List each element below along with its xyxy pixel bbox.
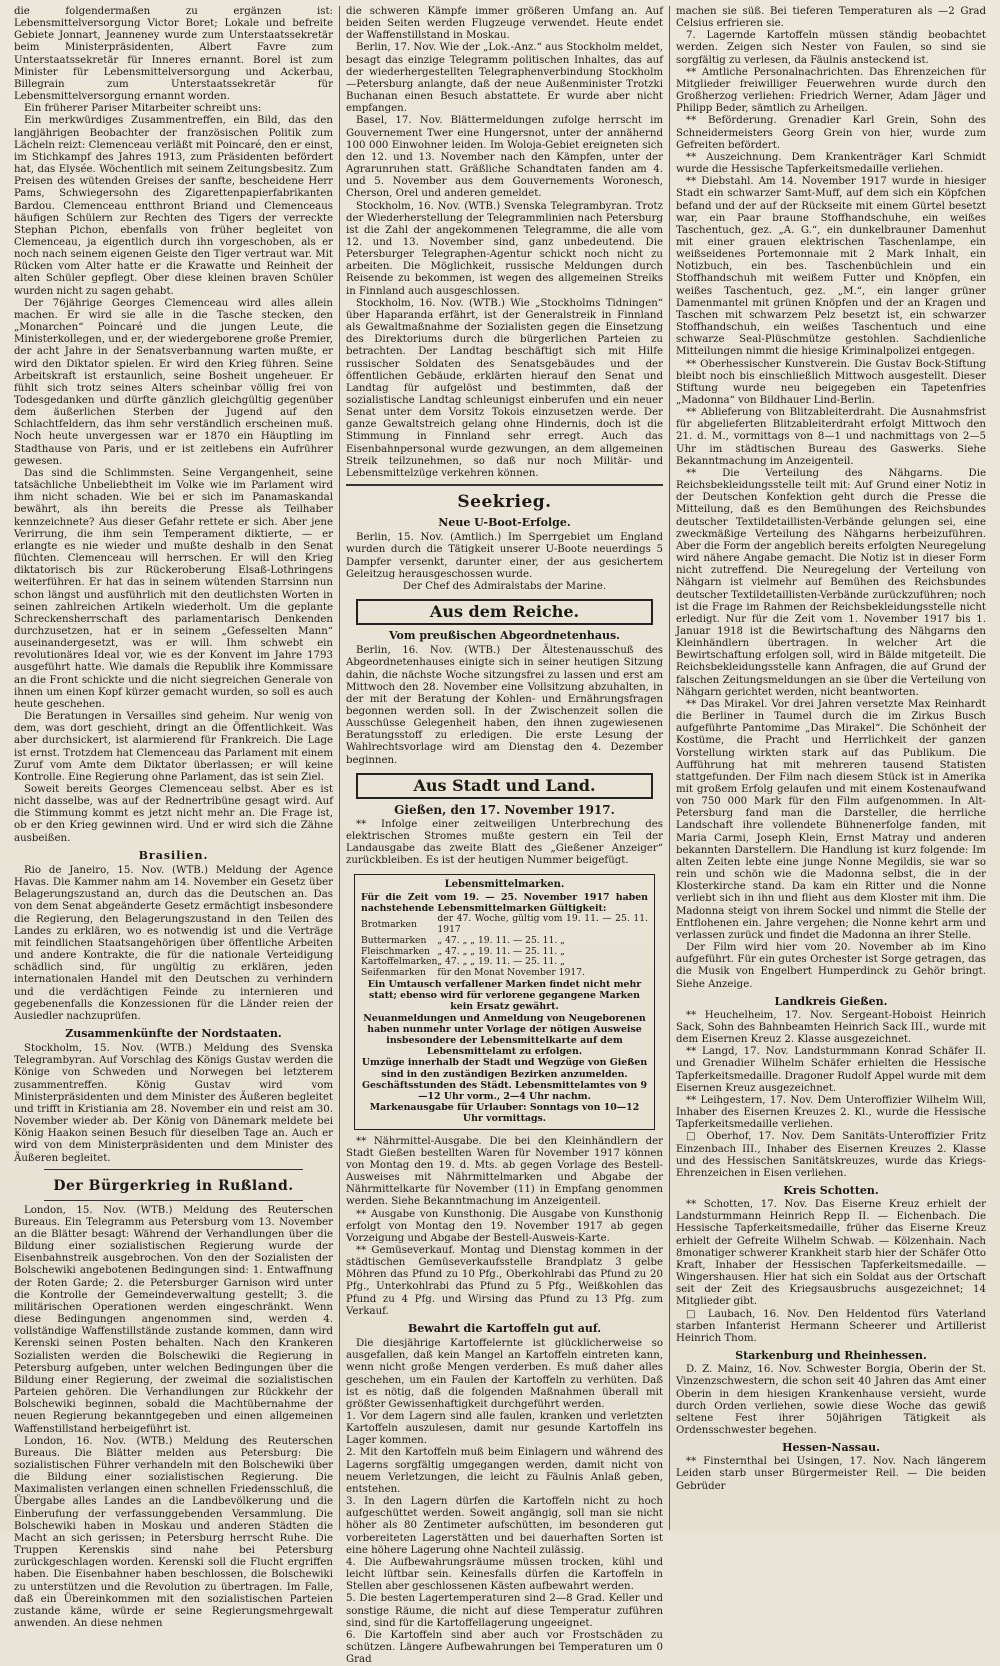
- column-middle: [340, 6, 670, 1666]
- table-row: [361, 968, 648, 979]
- table-cell: „ 47. „ „ 19. 11. — 25. 11. „: [437, 956, 565, 968]
- paragraph: Rio de Janeiro, 15. Nov. (WTB.) Meldung der Agence Havas. Die Kammer nahm am 14. November ein Gesetz über Belagerungszustand an, durch das die Deutschen an. Das von dem Senat abgeänderte Gesetz ermächtigt insbesondere die Regierung, den Belagerungszustand in den Teilen des Landes zu erklären, wo es notwendig ist und die Verträge mit feindlichen Staatsangehörigen über öffentliche Arbeiten und andere Kontrakte, die für die nationale Verteidigung schädlich sind, für ungültig zu erklären, jeden internationalen Handel mit den Deutschen zu verhindern und die verdächtigen Feinde zu internieren und gegebenenfalls die Konzessionen für die Länder reien der Ausiedler nachzuprüfen.: [14, 864, 333, 1022]
- article-heading-kartoffeln: Bewahrt die Kartoffeln gut auf.: [407, 1321, 602, 1335]
- section-heading-russland: Der Bürgerkrieg in Rußland.: [53, 1177, 294, 1194]
- notice-text: Neuanmeldungen und Anmeldung von Neugeborenen haben nunmehr unter Vorlage der nötigen Ausweise insbesondere der Lebensmittelkarte auf dem Lebensmittelamt zu erfolgen.: [363, 1012, 646, 1058]
- paragraph: Das sind die Schlimmsten. Seine Vergangenheit, seine tatsächliche Unbeliebtheit im Volke wie im Parlament wird ihm nicht schaden. Wie bei er sich im Panamaskandal bewährt, als ihn bereits die Presse als Teilhaber kennzeichnete? Aus dieser Gefahr rettete er sich. Aber jene Verirrung, die ihm sein Temperament diktierte, — er erlangte es nie wieder und mußte deshalb in den Senat flüchten. Clemenceau will herrschen. Er will den Krieg diktatorisch bis zur Rückeroberung Elsaß-Lothringens weiterführen. Er hat das in seinem wütenden Starrsinn nun schon längst und ausführlich mit den deutlichsten Worten in seinen zahlreichen Artikeln wiederholt. Um die geplante Schreckensherrschaft des parlamentarisch Denkenden durchzusetzen, hat er in seinem „Gefesselten Mann“ auseinandergesetzt, was er will. Ihm schwebt ein revolutionäres Ideal vor, wie es der Konvent im Jahre 1793 ausgeführt hatte. Wie damals die Republik ihre Kommissare an die Front schickte und die nicht siegreichen Generale von ihnen um einen Kopf kürzer gemacht wurden, so soll es auch heute geschehen.: [14, 467, 333, 710]
- paragraph: ** Beförderung. Grenadier Karl Grein, Sohn des Schneidermeisters Georg Grein von hier, wurde zum Gefreiten befördert.: [676, 115, 986, 151]
- section-heading-landkreis-giessen: Landkreis Gießen.: [774, 994, 888, 1008]
- paragraph: ** Leihgestern, 17. Nov. Dem Unteroffizier Wilhelm Will, Inhaber des Eisernen Kreuzes 2. Kl., wurde die Hessische Tapferkeitsmedaille verliehen.: [676, 1094, 986, 1131]
- section-heading-seekrieg: Seekrieg.: [457, 492, 552, 513]
- table-cell: für den Monat November 1917.: [437, 967, 585, 979]
- paragraph: Stockholm, 16. Nov. (WTB.) Svenska Telegrambyran. Trotz der Wiederherstellung der Telegrammlinien nach Petersburg ist die Zahl der angekommenen Telegramme, die alle vom 12. und 13. November sind, ganz unbedeutend. Die Petersburger Telegraphen-Agentur schickt noch nicht zu arbeiten. Die Möglichkeit, russische Meldungen durch Reisende zu bekommen, ist wegen des allgemeinen Streiks in Finnland auch ausgeschlossen.: [346, 200, 663, 297]
- paragraph: die folgendermaßen zu ergänzen ist: Lebensmittelversorgung Victor Boret; Lokale und befreite Gebiete Jonnart, Jeanneney wurde zum Unterstaatssekretär beim Ministerpräsidenten, Albert Favre zum Unterstaatssekretär für Inneres ernannt. Borel ist zum Minister für Lebensmittelversorgung und Ackerbau, Billegrain zum Unterstaatssekretär für Lebensmittelversorgung ernannt worden.: [14, 6, 333, 103]
- paragraph: Stockholm, 16. Nov. (WTB.) Wie „Stockholms Tidningen“ über Haparanda erfährt, ist der Generalstreik in Finnland als Gewaltmaßnahme der Sozialisten gegen die Einsetzung des Direktoriums durch die bürgerlichen Parteien zu betrachten. Der Landtag beschäftigt sich mit Hilfe russischer Soldaten des Senatsgebäudes und der öffentlichen Gebäude, erklärten hierauf den Senat und Landtag für aufgelöst und bestimmten, daß der sozialistische Landtag schleunigst einberufen und ein neuer Senat unter dem Vorsitz Tokois einzusetzen werde. Der ganze Gewaltstreich gelang ohne Hindernis, doch ist die Stimmung in Finnland sehr erregt. Auch das Eisenbahnpersonal wurde gezwungen, an dem allgemeinen Streik teilzunehmen, so daß nur noch Militär- und Lebensmittelzüge verkehren können.: [346, 297, 663, 479]
- paragraph: □ Oberhof, 17. Nov. Dem Sanitäts-Unteroffizier Fritz Einzenbach III., Inhaber des Eisernen Kreuzes 2. Klasse und des Hessischen Sanitätskreuzes, wurde das Kriegs-Ehrenzeichen in Eisen verliehen.: [676, 1131, 986, 1179]
- list-item: 7. Lagernde Kartoffeln müssen ständig beobachtet werden. Zeigen sich Nester von Faulen, so sind sie sorgfältig zu verlesen, da Fäulnis ansteckend ist.: [676, 30, 986, 66]
- paragraph: ** Die Verteilung des Nähgarns. Die Reichsbekleidungsstelle teilt mit: Auf Grund einer Notiz in der Deutschen Konfektion geht durch die Presse die Mitteilung, daß es den Bemühungen des Reichsbundes deutscher Textildetaillisten-Verbände gelungen sei, eine zweckmäßige Verteilung des Nähgarns herbeizuführen. Aber die Form der angeblich bereits erfolgten Neuregelung wird nähere Angabe gemacht. Die Notiz ist in dieser Form nicht zutreffend. Die Neuregelung der Verteilung von Nähgarn ist vielmehr auf Bemühen des Reichsbundes deutscher Textildetaillisten-Verbände zurückzuführen; noch ist die Frage im Rahmen der Reichsbekleidungsstelle nicht erledigt. Nur für die Zeit vom 1. November 1917 bis 1. Januar 1918 ist die Bewirtschaftung des Nähgarns den Kleinhändlern übertragen. In welcher Art die Bewirtschaftung erfolgen soll, wird in Bälde mitgeteilt. Die Reichsbekleidungsstelle kann Anfragen, die auf Grund der falschen Zeitungsmeldungen an sie über die Verteilung von Nähgarn gerichtet werden, nicht beantworten.: [676, 467, 986, 698]
- paragraph: ** Amtliche Personalnachrichten. Das Ehrenzeichen für Mitglieder freiwilliger Feuerwehren wurde durch den Großherzog verliehen: Friedrich Werner, Adam Jäger und Philipp Beder, sämtlich zu Arheilgen.: [676, 66, 986, 115]
- paragraph: ** Diebstahl. Am 14. November 1917 wurde in hiesiger Stadt ein schwarzer Samt-Muff, auf dem sich ein Köpfchen befand und der auf der Rückseite mit einem Gürtel besetzt war, ein Paar braune Stoffhandschuhe, ein weißes Taschentuch, gez. „A. G.“, ein dunkelbrauner Damenhut mit einer grauen elektrischen Taschenlampe, ein weißseidenes Portemonnaie mit 2 Mark Inhalt, ein Notizbuch, ein bes. Taschenbüchlein und ein Stoffhandschuh mit weißem Futter und Knöpfen, ein weißes Taschentuch, gez. „M.“, ein langer grüner Damenmantel mit grünen Knöpfen und der an Kragen und Taschen mit schwarzem Pelz besetzt ist, ein schwarzer Stoffhandschuh, ein weißes Taschentuch und eine schwarze Seal-Plüschmütze gestohlen. Sachdienliche Mitteilungen nimmt die hiesige Kriminalpolizei entgegen.: [676, 176, 986, 358]
- list-item: 1. Vor dem Lagern sind alle faulen, kranken und verletzten Kartoffeln auszulesen, damit nur gesunde Kartoffeln ins Lager kommen.: [346, 1411, 663, 1447]
- paragraph: ** Infolge einer zeitweiligen Unterbrechung des elektrischen Stromes mußte gestern ein Teil der Landausgabe das zweite Blatt des „Gießener Anzeiger“ zurückbleiben. Es ist der heutigen Nummer beigefügt.: [346, 818, 663, 867]
- section-heading-stadt-und-land: Aus Stadt und Land.: [356, 773, 653, 799]
- paragraph: ** Schotten, 17. Nov. Das Eiserne Kreuz erhielt der Landsturmmann Heinrich Repp II. — Eichenbach. Die Hessische Tapferkeitsmedaille, früher das Eiserne Kreuz erhielt der Gefreite Wilhelm Schwab. — Kölzenhain. Nach 8monatiger schwerer Krankheit starb hier der Schäfer Otto Kraft, Inhaber der Hessischen Tapferkeitsmedaille. — Wingershausen. Hier hat sich ein Soldat aus der Ortschaft seit der Zeit des Kriegsausbruchs ausgezeichnet; 14 Mitglieder gibt.: [676, 1199, 986, 1308]
- paragraph: ** Ablieferung von Blitzableiterdraht. Die Ausnahmsfrist für abgelieferten Blitzableiterdraht erfolgt Mittwoch den 21. d. M., vormittags von 8—1 und nachmittags von 2—5 Uhr im städtischen Bureau des Gaswerks. Siehe Bekanntmachung im Anzeigenteil.: [676, 407, 986, 467]
- paragraph: Berlin, 15. Nov. (Amtlich.) Im Sperrgebiet um England wurden durch die Tätigkeit unserer U-Boote neuerdings 5 Dampfer versenkt, darunter einer, der aus gesichertem Geleitzug herausgeschossen wurde.: [346, 532, 663, 580]
- paragraph: ** Das Mirakel. Vor drei Jahren versetzte Max Reinhardt die Berliner in Taumel durch die im Zirkus Busch aufgeführte Pantomime „Das Mirakel“. Die Schönheit der Kostüme, die Pracht und Herrlichkeit der ganzen Vorstellung wirkten stark auf das Publikum. Die Aufführung hat mit mehreren tausend Statisten stattgefunden. Der Film nach diesem Stück ist in Amerika mit großem Erfolg gelaufen und mit einem Kostenaufwand von 750 000 Mark für den Film aufgenommen. In Alt-Petersburg fand man die Darsteller, die herrliche Landschaft ihre vollendete Bühnenerfolge fanden, mit Maria Carmi, Joseph Klein, Ernst Matray und anderen bekannten Darstellern. Die Handlung ist kurz folgende: Im alten Zeiten lebte eine junge Nonne Megildis, sie war so rein und schön wie die Madonna selbst, die in der Klosterkirche stand. Da kam ein Ritter und die Nonne verliebt sich in ihn und flieht aus dem Kloster mit ihm. Die Madonna steigt von ihrem Sockel und nimmt die Stelle der Entflohenen ein. Jahre vergehen; die Nonne kehrt arm und verlassen zurück und findet die Madonna an ihrer Stelle.: [676, 698, 986, 941]
- notice-text: Umzüge innerhalb der Stadt und Wegzüge von Gießen sind in den zuständigen Bezirken anzumelden.: [361, 1057, 648, 1080]
- notice-title: Lebensmittelmarken.: [444, 878, 565, 890]
- table-cell: „ 47. „ „ 19. 11. — 25. 11. „: [437, 934, 565, 946]
- paragraph: Berlin, 17. Nov. Wie der „Lok.-Anz.“ aus Stockholm meldet, besagt das einzige Telegramm politischen Inhaltes, das auf der wiederhergestellten Telegraphenverbindung Stockholm—Petersburg anlangte, daß der neue Außenminister Trotzki Buchanan einen Besuch abstattete. Er wurde aber nicht empfangen.: [346, 42, 663, 115]
- paragraph: ** Gemüseverkauf. Montag und Dienstag kommen in der städtischen Gemüseverkaufsstelle Brandplatz 3 gelbe Möhren das Pfund zu 10 Pfg., Oberkohlrabi das Pfund zu 20 Pfg., Unterkohlrabi das Pfund zu 5 Pfg., Weißkohlen das Pfund zu 4 Pfg. und Wirsing das Pfund zu 13 Pfg. zum Verkauf.: [346, 1244, 663, 1317]
- divider: [44, 1169, 303, 1170]
- notice-text: Ein Umtausch verfallener Marken findet nicht mehr statt; ebenso wird für verlorene gegangene Marken kein Ersatz gewährt.: [367, 978, 642, 1013]
- table-cell: Kartoffelmarken: [361, 956, 438, 968]
- table-cell: Buttermarken: [361, 934, 427, 946]
- paragraph: ** Langd, 17. Nov. Landsturmmann Konrad Schäfer II. und Grenadier Wilhelm Schäfer erhielten die Hessische Tapferkeitsmedaille. Dragoner Rudolf Appel wurde mit dem Eisernen Kreuz ausgezeichnet.: [676, 1046, 986, 1094]
- paragraph: Die diesjährige Kartoffelernte ist glücklicherweise so ausgefallen, daß kein Mangel an Kartoffeln eintreten kann, wenn nicht große Mengen verderben. Es muß daher alles geschehen, um ein Faulen der Kartoffeln zu verhüten. Daß ist es nötig, daß die folgenden Maßnahmen überall mit größter Gewissenhaftigkeit durchgeführt werden.: [346, 1338, 663, 1410]
- paragraph: D. Z. Mainz, 16. Nov. Schwester Borgia, Oberin der St. Vinzenzschwestern, die schon seit 40 Jahren das Amt einer Oberin in dem hiesigen Krankenhause versieht, wurde durch Orden verliehen, sowie diese Woche das gewiß seltene Fest ihrer 50jährigen Tätigkeit als Ordensschwester begehen.: [676, 1364, 986, 1436]
- paragraph: ** Heuchelheim, 17. Nov. Sergeant-Hoboist Heinrich Sack, Sohn des Bahnbeamten Heinrich Sack III., wurde mit dem Eisernen Kreuz 2. Klasse ausgezeichnet.: [676, 1009, 986, 1046]
- dateline: Gießen, den 17. November 1917.: [394, 802, 615, 817]
- paragraph: machen sie süß. Bei tieferen Temperaturen als —2 Grad Celsius erfrieren sie.: [676, 6, 986, 30]
- paragraph: ** Ausgabe von Kunsthonig. Die Ausgabe von Kunsthonig erfolgt von Montag den 19. November 1917 ab gegen Vorzeigung und Abgabe der Bestell-Ausweis-Karte.: [346, 1208, 663, 1244]
- paragraph: London, 15. Nov. (WTB.) Meldung des Reuterschen Bureaus. Ein Telegramm aus Petersburg vom 13. November an die Blätter besagt: Während der Verhandlungen über die Bildung einer sozialistischen Regierung wurde der Eisenbahnstreik ausgebrochen. Von den der Sozialisten der Bolschewiki angebotenen Bedingungen sind: 1. Entwaffnung der Roten Garde; 2. die Petersburger Garnison wird unter die Kontrolle der Gemeindeverwaltung gestellt; 3. die militärischen Operationen werden eingeschränkt. Wenn diese Bedingungen angenommen sind, werden 4. vollständige Waffenstillstände zustande kommen, dann wird Kerenski seinen Posten behalten. Nach den Krankeren Sozialisten werden die Bolschewiki die Regierung in Petersburg aufgeben, unter welchen Bedingungen über die Bildung einer Regierung, der zweimal die sozialistischen Parteien gehören. Die Verhandlungen zur Rückkehr der Bolschewiki beginnen, sobald die Machtübernahme der neuen Regierung bekanntgegeben und einen allgemeinen Waffenstillstand herbeigeführt ist.: [14, 1204, 333, 1435]
- table-cell: Seifenmarken: [361, 967, 426, 979]
- table-row: [361, 914, 648, 936]
- paragraph: London, 16. Nov. (WTB.) Meldung des Reuterschen Bureaus. Die Blätter melden aus Petersburg: Die sozialistischen Führer verhandeln mit den Bolschewiki über die Bildung einer sozialistischen Regierung. Die Maximalisten verlangen einen schnellen Friedensschluß, die Übergabe alles Landes an die Landbevölkerung und die Einberufung der verfassunggebenden Versammlung. Die Bolschewiki haben in Moskau und anderen Städten die Macht an sich gerissen; in Petersburg herrscht Ruhe. Die Truppen Kerenskis sind nahe bei Petersburg zurückgeschlagen worden. Kerenski soll die Flucht ergriffen haben. Die Eisenbahner haben beschlossen, die Bolschewiki zu unterstützen und die Revolution zu übertragen. Im Falle, daß ein Übereinkommen mit den sozialistischen Parteien zustande käme, würde er seine Regierungsmehrgewalt anwenden. An diese nehmen: [14, 1435, 333, 1629]
- paragraph: ** Oberhessischer Kunstverein. Die Gustav Bock-Stiftung bleibt noch bis einschließlich Mittwoch ausgestellt. Dieser Stiftung wurde neu beigegeben ein Tapetenfries „Madonna“ von Bildhauer Lind-Berlin.: [676, 358, 986, 406]
- paragraph: Basel, 17. Nov. Blättermeldungen zufolge herrscht im Gouvernement Twer eine Hungersnot, unter der annähernd 100 000 Einwohner leiden. Im Woloja-Gebiet ereigneten sich den 12. und 13. November nach den Kämpfen, unter der Agrarunruhen statt. Gräßliche Schandtaten fanden am 4. und 5. November aus dem Gouvernements Woronesch, Cherson, Orel und anderen gemeldet.: [346, 115, 663, 200]
- list-item: 3. In den Lagern dürfen die Kartoffeln nicht zu hoch aufgeschüttet werden. Soweit angängig, soll man sie nicht höher als 80 Zentimeter aufschütten, im besonderen gut vorbereiteten Lagerstätten und bei dauerhaften Sorten ist eine höhere Lagerung ohne Nachteil zulässig.: [346, 1496, 663, 1556]
- article-heading-abgeordnetenhaus: Vom preußischen Abgeordnetenhaus.: [388, 629, 621, 643]
- notice-subtitle: Für die Zeit vom 19. — 25. November 1917 haben nachstehende Lebensmittelmarken Gültigkeit:: [361, 891, 648, 914]
- list-item: 6. Die Kartoffeln sind aber auch vor Frostschäden zu schützen. Längere Aufbewahrungen bei Temperaturen um 0 Grad: [346, 1629, 663, 1666]
- table-cell: der 47. Woche, gültig vom 19. 11. — 25. 11. 1917: [437, 913, 648, 935]
- table-cell: Brotmarken: [361, 918, 417, 930]
- divider: [44, 1200, 303, 1201]
- table-cell: „ 47. „ „ 19. 11. — 25. 11. „: [437, 945, 565, 957]
- section-heading-nordstaaten: Zusammenkünfte der Nordstaaten.: [65, 1026, 282, 1040]
- section-heading-starkenburg: Starkenburg und Rheinhessen.: [735, 1349, 927, 1363]
- table-row: [361, 936, 648, 947]
- paragraph: ** Nährmittel-Ausgabe. Die bei den Kleinhändlern der Stadt Gießen bestellten Waren für November 1917 können von Montag den 19. d. Mts. ab gegen Vorlage des Bestell-Ausweises mit Nährmittelmarken und Abgabe der Nährmittelkarte für November (11) in Empfang genommen werden. Siehe Bekanntmachung im Anzeigenteil.: [346, 1135, 663, 1208]
- notice-hours: Geschäftsstunden des Städt. Lebensmittelamtes von 9—12 Uhr vorm., 2—4 Uhr nachm.: [362, 1079, 647, 1102]
- column-left: [8, 6, 340, 1629]
- ration-cards-notice: [354, 874, 655, 1130]
- paragraph: Stockholm, 15. Nov. (WTB.) Meldung des Svenska Telegrambyran. Auf Vorschlag des Königs Gustav werden die Könige von Schweden und Norwegen bei letzterem zusammentreffen. König Gustav wird vom Ministerpräsidenten und dem Minister des Äußeren begleitet und trifft in Kristiania am 28. November ein und reist am 30. November wieder ab. Der König von Dänemark meldete bei König Haakon seinen Besuch für dieselben Tage an. Auch er wird von dem Ministerpräsidenten und dem Minister des Äußeren begleitet.: [14, 1043, 333, 1164]
- ration-table: [361, 914, 648, 979]
- column-right: [670, 6, 992, 1530]
- paragraph: Soweit bereits Georges Clemenceau selbst. Aber es ist nicht dasselbe, was auf der Rednertribüne gesagt wird. Auf die Stimmung kommt es jetzt nicht mehr an. Die Frage ist, ob er den Krieg gewinnen wird. Und er wird sich die Zähne ausbeißen.: [14, 784, 333, 844]
- divider: [346, 484, 663, 486]
- paragraph: ** Finsternthal bei Usingen, 17. Nov. Nach längerem Leiden starb unser Bürgermeister Reil. — Die beiden Gebrüder: [676, 1456, 986, 1492]
- paragraph: Ein früherer Pariser Mitarbeiter schreibt uns:: [24, 103, 262, 115]
- section-heading-reich: Aus dem Reiche.: [356, 599, 653, 625]
- notice-hours: Markenausgabe für Urlauber: Sonntags von 10—12 Uhr vormittags.: [369, 1102, 640, 1125]
- paragraph: Die Beratungen in Versailles sind geheim. Nur wenig von dem, was dort geschieht, dringt an die Öffentlichkeit. Was aber durchsickert, ist alarmierend für Frankreich. Die Lage ist ernst. Trotzdem hat Clemenceau das Parlament mit einem Zuruf vom Amte dem Diktator überlassen; er will keine Kontrolle. Eine Regierung ohne Parlament, das ist sein Ziel.: [14, 711, 333, 783]
- list-item: 2. Mit den Kartoffeln muß beim Einlagern und während des Lagerns sorgfältig umgegangen werden, damit nicht von neuem Verletzungen, die leicht zu Fäulnis Anlaß geben, entstehen.: [346, 1447, 663, 1495]
- section-heading-kreis-schotten: Kreis Schotten.: [783, 1184, 879, 1197]
- list-item: 4. Die Aufbewahrungsräume müssen trocken, kühl und leicht lüftbar sein. Keinesfalls dürfen die Kartoffeln in Stellen aber geschlossenen Kästen aufbewahrt werden.: [346, 1556, 663, 1593]
- paragraph: Der Film wird hier vom 20. November ab im Kino aufgeführt. Für ein gutes Orchester ist Sorge getragen, das die Musik von Engelbert Humperdinck zu Gehör bringt. Siehe Anzeige.: [676, 942, 986, 990]
- table-cell: Fleischmarken: [361, 945, 430, 957]
- list-item: 5. Die besten Lagertemperaturen sind 2—8 Grad. Keller und sonstige Räume, die nicht auf diese Temperatur zuführen sind, sind für die Kartoffellagerung ungeeignet.: [346, 1593, 663, 1629]
- paragraph: ** Auszeichnung. Dem Krankenträger Karl Schmidt wurde die Hessische Tapferkeitsmedaille verliehen.: [676, 151, 986, 176]
- paragraph: Der 76jährige Georges Clemenceau wird alles allein machen. Er wird sie alle in die Tasche stecken, den „Monarchen“ Poincaré und die jungen Leute, die Ministerkollegen, und er, der wiedergeborene große Premier, der acht Jahre in der Senatsverbannung warten mußte, er wird den Diktator spielen. Er wird den Krieg führen. Seine Arbeitskraft ist erstaunlich, seine Bosheit ungeheuer. Er fühlt sich trotz seines Alters scheinbar völlig frei von Todesgedanken und dürfte gänzlich gleichgültig gegenüber dem äußerlichen Sterben der Jugend auf den Schlachtfeldern, das ihm sehr verständlich erscheinen muß. Noch heute unvergessen war er 1870 ein Häuptling im Stadthause von Paris, und er ist zeitlebens ein Aufrührer gewesen.: [14, 297, 333, 467]
- paragraph: die schweren Kämpfe immer größeren Umfang an. Auf beiden Seiten werden Flugzeuge verwendet. Heute endet der Waffenstillstand in Moskau.: [346, 6, 663, 42]
- paragraph: Ein merkwürdiges Zusammentreffen, ein Bild, das den langjährigen Beobachter der französischen Politik zum Lächeln reizt: Clemenceau verläßt mit Poincaré, den er einst, im Stichkampf des Jahres 1913, zum Präsidenten befördert hat, das Elysée. Wöchentlich mit seinem Zeitungsbesitz. Zum Preisen des wütenden Greises der sanfte, bescheidene Herr Pams, Schwiegersohn des Zigarettenpapierfabrikanten Bardou. Clemenceau entthront Briand und Clemenceaus häufigen Schülern zur Rechten des Tigers der verreckte Stephan Pichon, ebenfalls von früher begleitet von Clemenceau, ja eigentlich durch ihn vorgeschoben, als er noch nach seinem eigenen Geiste den Tiger vertraut war. Mit Rücken vom Alter hatte er die Krawatte und Reinheit der alten Schüler gepflegt. Ober diese kleinen braven Schüler wurden nicht zu sagen gehabt.: [14, 115, 333, 297]
- section-heading-brasilien: Brasilien.: [138, 848, 209, 862]
- paragraph: □ Laubach, 16. Nov. Den Heldentod fürs Vaterland starben Infanterist Hermann Scheerer und Artillerist Heinrich Thom.: [676, 1308, 986, 1344]
- signature-line: Der Chef des Admiralstabs der Marine.: [402, 580, 607, 592]
- article-heading-uboot: Neue U-Boot-Erfolge.: [438, 516, 571, 530]
- paragraph: Berlin, 16. Nov. (WTB.) Der Ältestenausschuß des Abgeordnetenhauses einigte sich in seiner heutigen Sitzung dahin, die nächste Woche sitzungsfrei zu lassen und erst am Mittwoch den 28. November eine Vollsitzung abzuhalten, in der mit der Beratung der Kohlen- und Ernährungsfragen begonnen werden soll. In der Zwischenzeit sollen die Ausschüsse Gelegenheit haben, den ihnen zugewiesenen Beratungsstoff zu erledigen. Die erste Lesung der Wahlrechtsvorlage wird am Dienstag den 4. Dezember beginnen.: [346, 645, 663, 766]
- section-heading-hessen-nassau: Hessen-Nassau.: [782, 1441, 880, 1455]
